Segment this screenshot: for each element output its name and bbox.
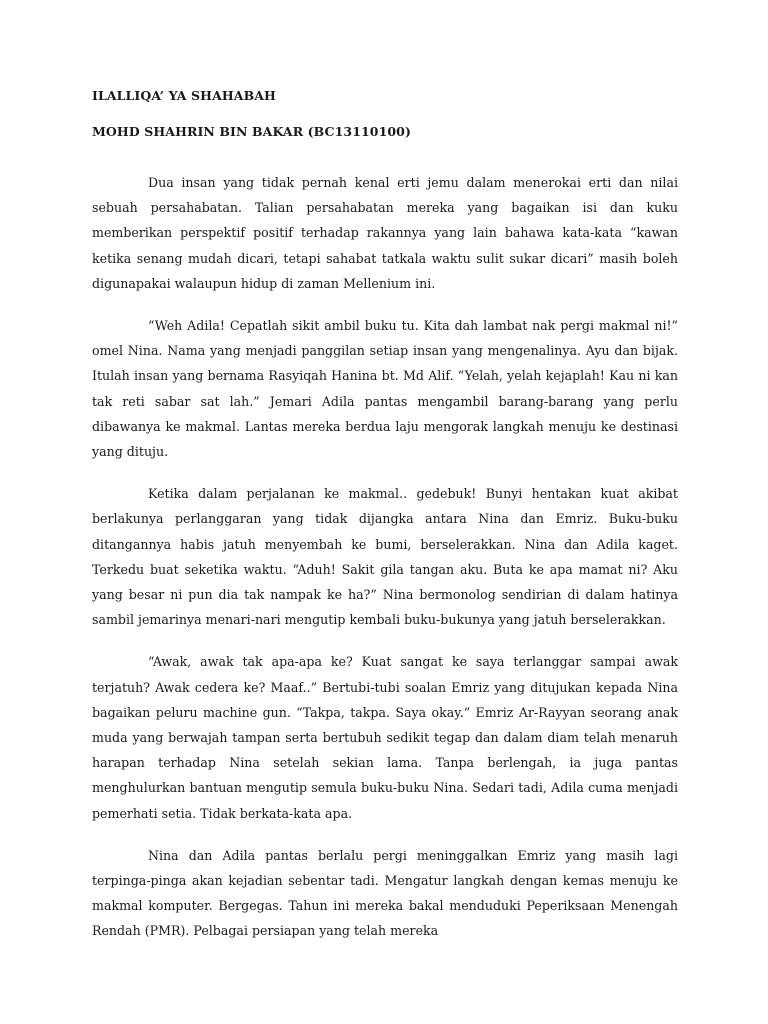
document-title: ILALLIQA’ YA SHAHABAH — [92, 88, 276, 103]
author-line: MOHD SHAHRIN BIN BAKAR (BC13110100) — [92, 124, 411, 139]
paragraph-2: “Weh Adila! Cepatlah sikit ambil buku tu. Kita dah lambat nak pergi makmal ni!” omel Nina. Nama yang menjadi panggilan setiap insan yang mengenalinya. Ayu dan bijak. Itulah insan yang bernama Rasyiqah Hanina bt. Md Alif. “Yelah, yelah kejaplah! Kau ni kan tak reti sabar sat lah.” Jemari Adila pantas mengambil barang-barang yang perlu dibawanya ke makmal. Lantas mereka berdua laju mengorak langkah menuju ke destinasi yang dituju. — [92, 318, 678, 460]
paragraph-3: Ketika dalam perjalanan ke makmal.. gedebuk! Bunyi hentakan kuat akibat berlakunya perlanggaran yang tidak dijangka antara Nina dan Emriz. Buku-buku ditangannya habis jatuh menyembah ke bumi, berselerakkan. Nina dan Adila kaget. Terkedu buat seketika waktu. “Aduh! Sakit gila tangan aku. Buta ke apa mamat ni? Aku yang besar ni pun dia tak nampak ke ha?” Nina bermonolog sendirian di dalam hatinya sambil jemarinya menari-nari mengutip kembali buku-bukunya yang jatuh berselerakkan. — [92, 486, 678, 628]
paragraph-1: Dua insan yang tidak pernah kenal erti jemu dalam menerokai erti dan nilai sebuah persahabatan. Talian persahabatan mereka yang bagaikan isi dan kuku memberikan perspektif positif terhadap rakannya yang lain bahawa kata-kata “kawan ketika senang mudah dicari, tetapi sahabat tatkala waktu sulit sukar dicari” masih boleh digunapakai walaupun hidup di zaman Mellenium ini. — [92, 175, 678, 291]
document-body — [92, 170, 678, 961]
paragraph-4: “Awak, awak tak apa-apa ke? Kuat sangat ke saya terlanggar sampai awak terjatuh? Awak cedera ke? Maaf..” Bertubi-tubi soalan Emriz yang ditujukan kepada Nina bagaikan peluru machine gun. “Takpa, takpa. Saya okay.” Emriz Ar-Rayyan seorang anak muda yang berwajah tampan serta bertubuh sedikit tegap dan dalam diam telah menaruh harapan terhadap Nina setelah sekian lama. Tanpa berlengah, ia juga pantas menghulurkan bantuan mengutip semula buku-buku Nina. Sedari tadi, Adila cuma menjadi pemerhati setia. Tidak berkata-kata apa. — [92, 654, 678, 821]
paragraph-5: Nina dan Adila pantas berlalu pergi meninggalkan Emriz yang masih lagi terpinga-pinga akan kejadian sebentar tadi. Mengatur langkah dengan kemas menuju ke makmal komputer. Bergegas. Tahun ini mereka bakal menduduki Peperiksaan Menengah Rendah (PMR). Pelbagai persiapan yang telah mereka — [92, 847, 678, 939]
